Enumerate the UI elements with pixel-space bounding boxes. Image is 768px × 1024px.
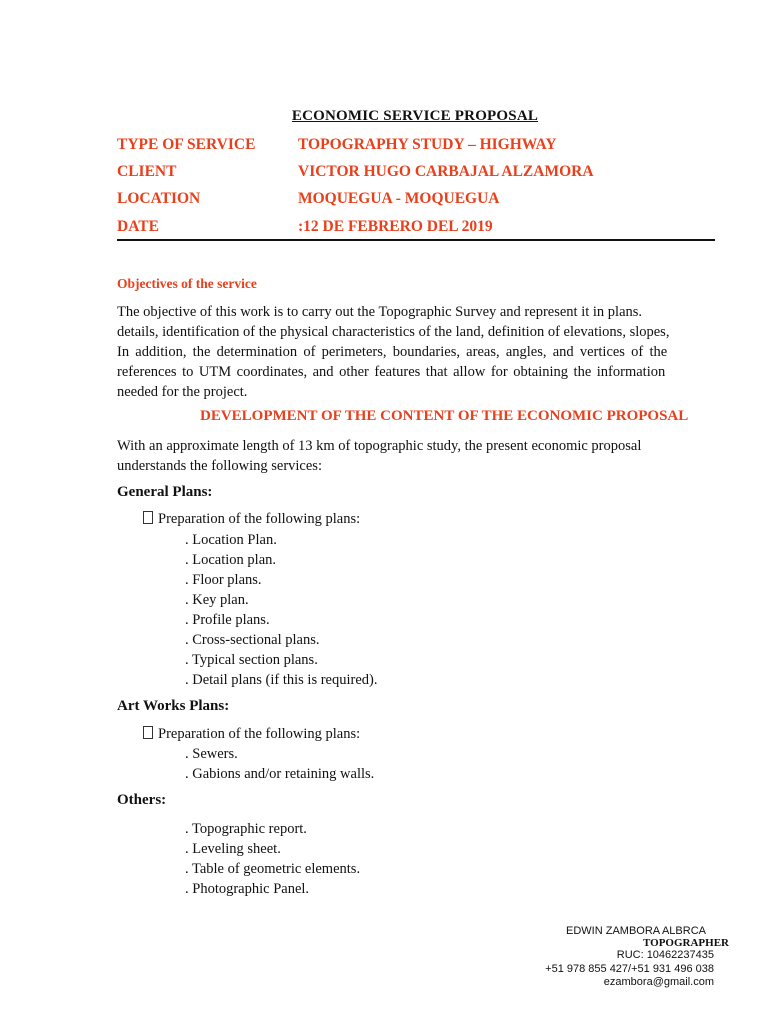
header-value: MOQUEGUA - MOQUEGUA [298,190,500,207]
others-list [185,819,360,899]
art-works-plans-bullet [143,726,360,743]
header-value: TOPOGRAPHY STUDY – HIGHWAY [298,136,557,153]
list-item: . Typical section plans. [185,652,318,668]
header-row-type-of-service [117,136,717,158]
objectives-paragraph [117,302,757,402]
paragraph-line: needed for the project. [117,384,248,400]
objectives-heading: Objectives of the service [117,276,257,291]
development-intro [117,436,757,476]
others-heading: Others: [117,792,167,808]
bullet-text: Preparation of the following plans: [158,726,361,742]
paragraph-line: With an approximate length of 13 km of topographic study, the present economic proposal [117,438,642,454]
header-row-client [117,163,717,185]
checkbox-glyph-icon [143,726,153,739]
list-item: . Cross-sectional plans. [185,632,320,648]
list-item: . Table of geometric elements. [185,861,361,877]
list-item: . Location plan. [185,552,277,568]
list-item: . Topographic report. [185,821,307,837]
list-item: . Leveling sheet. [185,841,281,857]
list-item: . Location Plan. [185,532,277,548]
header-key: CLIENT [117,163,177,180]
list-item: . Photographic Panel. [185,881,310,897]
header-divider [117,239,715,241]
art-works-plans-list [185,744,374,784]
development-heading: DEVELOPMENT OF THE CONTENT OF THE ECONOMIC PROPOSAL [200,408,689,424]
paragraph-line: In addition, the determination of perimeters, boundaries, areas, angles, and vertices of the [117,344,668,360]
general-plans-bullet [143,511,360,528]
signer-name: EDWIN ZAMBORA ALBRCA [566,925,706,937]
header-value: :12 DE FEBRERO DEL 2019 [298,218,493,235]
header-key: LOCATION [117,190,201,207]
general-plans-heading: General Plans: [117,484,213,500]
signer-ruc: RUC: 10462237435 [616,949,714,961]
list-item: . Detail plans (if this is required). [185,672,378,688]
header-value: VICTOR HUGO CARBAJAL ALZAMORA [298,163,594,180]
header-row-date [117,218,717,240]
list-item: . Profile plans. [185,612,270,628]
list-item: . Sewers. [185,746,238,762]
header-row-location [117,190,717,212]
list-item: . Key plan. [185,592,249,608]
checkbox-glyph-icon [143,511,153,524]
paragraph-line: references to UTM coordinates, and other features that allow for obtaining the information [117,364,666,380]
general-plans-list [185,530,377,690]
paragraph-line: understands the following services: [117,458,322,474]
header-key: DATE [117,218,159,235]
paragraph-line: The objective of this work is to carry out the Topographic Survey and represent it in plans. [117,304,643,320]
list-item: . Floor plans. [185,572,262,588]
list-item: . Gabions and/or retaining walls. [185,766,375,782]
document-title: ECONOMIC SERVICE PROPOSAL [291,108,539,124]
paragraph-line: details, identification of the physical characteristics of the land, definition of elevations, slopes, [117,324,670,340]
signer-role: TOPOGRAPHER [643,937,729,949]
header-key: TYPE OF SERVICE [117,136,256,153]
bullet-text: Preparation of the following plans: [158,511,361,527]
signer-phones: +51 978 855 427/+51 931 496 038 [545,963,714,975]
signer-email: ezambora@gmail.com [603,976,714,988]
art-works-plans-heading: Art Works Plans: [117,698,230,714]
